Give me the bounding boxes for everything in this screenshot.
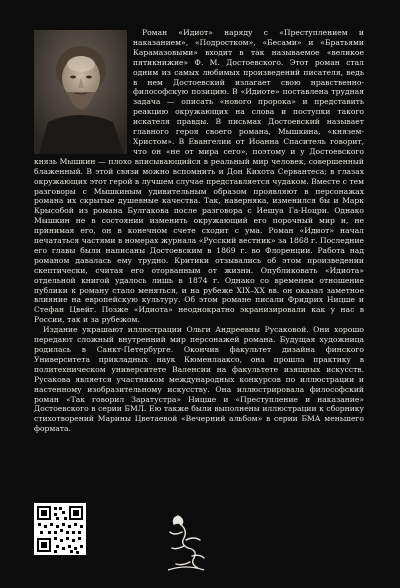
annotation-paragraph-1: Роман «Идиот» наряду с «Преступлением и наказанием», «Подростком», «Бесами» и «Братьями Карамазовыми» входит в так называемое «великое пятикнижие» Ф. М. Достоевского. Этот роман стал одним из самых любимых произведений писателя, ведь в нем Достоевский излагает свою нравственно-философскую позицию. В «Идиоте» поставлена трудная задача — описать «нового пророка» и представить реакцию окружающих на слова и поступки такого искателя правды. В письмах Достоевский называет главного героя своего романа, Мышкина, «князем-Христом». В Евангелии от Иоанна Спаситель говорит, что он «не от мира сего», поэтому и у Достоевского князь Мышкин — плохо вписывающийся в реальный мир человек, совершенный блаженный. В этой связи можно вспомнить и Дон Кихота Сервантеса; в глазах окружающих этот герой в лучшем случае представляется чудаком. Вместе с тем разговоры с Мышкиным удивительным образом проявляют в персонажах романа их скрытые душевные качества. Так, наверняка, изменился бы и Марк Крысобой из романа Булгакова после разговора с Иешуа Га-Ноцри. Однако Мышкин не в состоянии изменить окружающий его порочный мир и, не принимая его, он в конечном счете сходит с ума. Роман «Идиот» начал печататься частями в номерах журнала «Русский вестник» за 1868 г. Последние его главы были написаны Достоевским в 1869 г. во Флоренции. Работа над романом давалась ему трудно. Критики отзывались об этом произведении скептически, считая его оторванным от жизни. Опубликовать «Идиота» отдельной книгой удалось лишь в 1874 г. Однако со временем отношение публики к роману стало меняться, и на рубеже XIX–XX вв. он оказал заметное влияние на европейскую культуру. Об этом романе писали Фридрих Ницше и Стефан Цвейг. Позже «Идиота» неоднократно экранизировали как у нас в России, так и за рубежом. — [34, 28, 364, 325]
publisher-logo-icon — [164, 512, 208, 572]
annotation-text — [34, 28, 364, 434]
annotation-paragraph-2: Издание украшают иллюстрации Ольги Андреевны Русаковой. Они хорошо передают сложный внутренний мир персонажей романа. Будущая художница родилась в Санкт-Петербурге. Окончив факультет дизайна финского Университета прикладных наук Кюменлааксо, она прошла практику в политехническом университете Валенсии на факультете изящных искусств. Русакова является участником международных конкурсов по иллюстрации и настенному изобразительному искусству. Она иллюстрировала философский роман «Так говорил Заратустра» Ницше и «Преступление и наказание» Достоевского в серии БМЛ. Ею также были выполнены иллюстрации к сборнику стихотворений Марины Цветаевой «Вечерний альбом» в серии БМА меньшего формата. — [34, 325, 364, 434]
qr-code-icon — [34, 503, 86, 555]
